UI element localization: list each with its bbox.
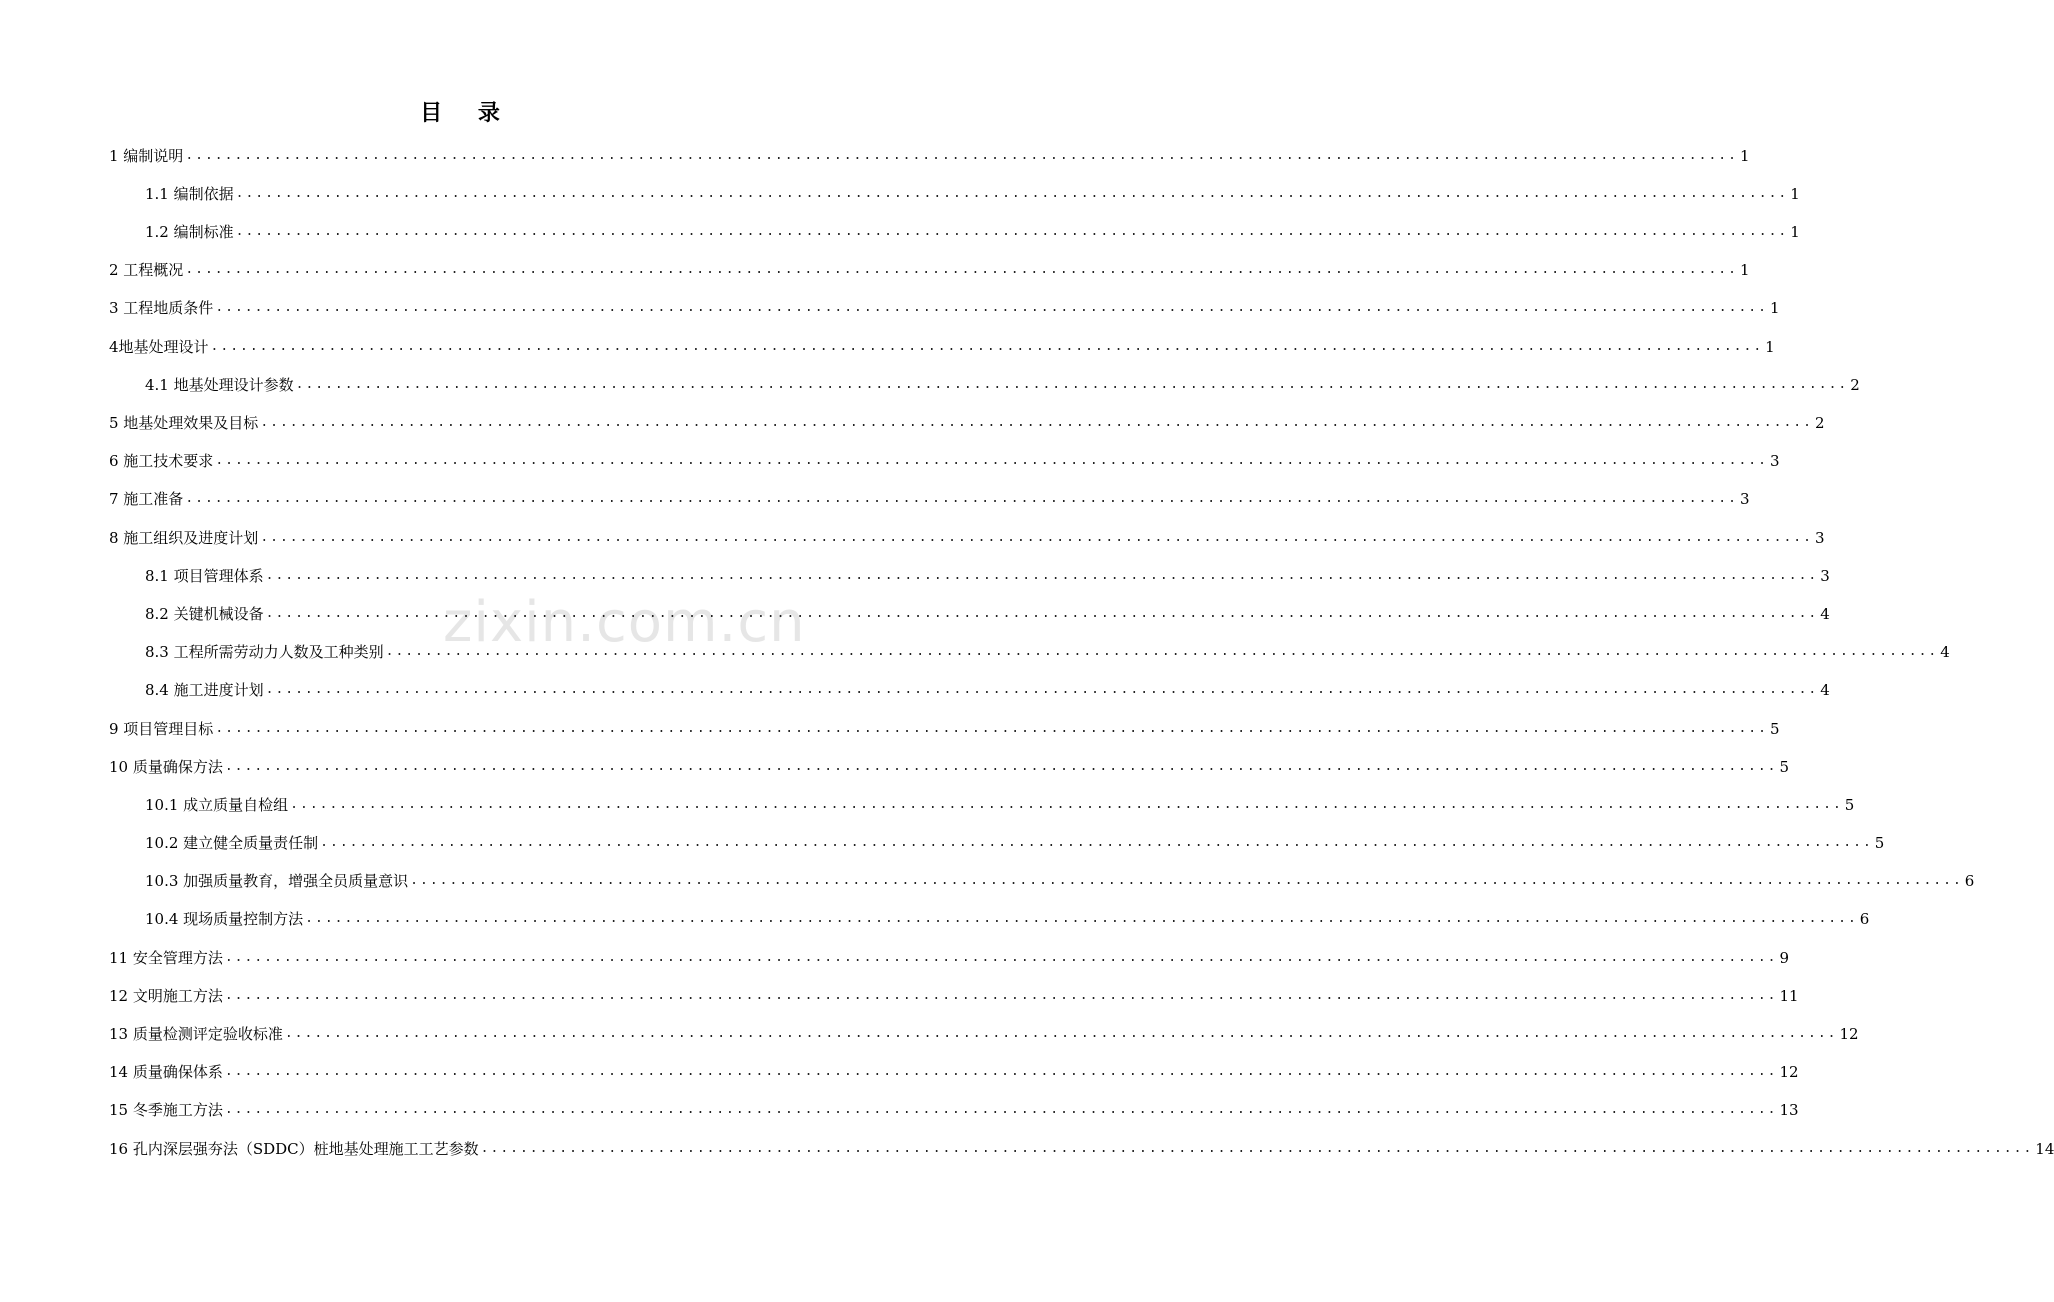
toc-entry[interactable] — [109, 442, 1780, 480]
toc-entry[interactable] — [109, 1015, 1859, 1053]
toc-leader: .............................................................................................................................................................. — [215, 453, 1768, 468]
toc-leader: .............................................................................................................................................................. — [224, 950, 1778, 965]
toc-entry-page: 1 — [1739, 261, 1750, 279]
page-title: 目 录 — [420, 101, 514, 126]
toc-entry-page: 3 — [1814, 529, 1825, 547]
toc-entry-label: 10.3 加强质量教育，增强全员质量意识 — [145, 872, 409, 890]
toc-entry[interactable] — [109, 710, 1780, 748]
toc-leader: .............................................................................................................................................................. — [235, 224, 1789, 239]
toc-leader: .............................................................................................................................................................. — [265, 568, 1819, 583]
toc-entry-label: 1 编制说明 — [109, 147, 184, 165]
toc-entry[interactable] — [145, 175, 1800, 213]
toc-leader: .............................................................................................................................................................. — [290, 797, 1843, 812]
toc-entry-page: 3 — [1820, 567, 1830, 585]
toc-entry-label: 10.4 现场质量控制方法 — [145, 910, 304, 928]
toc-entry[interactable] — [109, 1053, 1799, 1091]
toc-entry-page: 14 — [2035, 1140, 2054, 1158]
toc-entry[interactable] — [109, 289, 1780, 327]
toc-entry-label: 8.1 项目管理体系 — [145, 567, 264, 585]
toc-leader: .............................................................................................................................................................. — [320, 835, 1873, 850]
toc-entry-page: 1 — [1790, 185, 1800, 203]
toc-entry[interactable] — [145, 213, 1800, 251]
toc-entry-label: 9 项目管理目标 — [109, 720, 214, 738]
toc-entry-page: 3 — [1739, 490, 1750, 508]
toc-entry-label: 2 工程概况 — [109, 261, 184, 279]
toc-leader: .............................................................................................................................................................. — [265, 606, 1819, 621]
watermark: zixin.com.cn — [443, 590, 806, 655]
toc-entry-page: 11 — [1779, 987, 1799, 1005]
toc-leader: .............................................................................................................................................................. — [480, 1141, 2034, 1156]
toc-leader: .............................................................................................................................................................. — [210, 339, 1764, 354]
toc-leader: .............................................................................................................................................................. — [224, 1064, 1778, 1079]
toc-entry[interactable] — [145, 557, 1830, 595]
toc-entry-label: 8.4 施工进度计划 — [145, 681, 264, 699]
toc-leader: .............................................................................................................................................................. — [185, 148, 1738, 163]
toc-entry-page: 1 — [1790, 223, 1800, 241]
toc-entry-label: 8 施工组织及进度计划 — [109, 529, 259, 547]
toc-entry-label: 4地基处理设计 — [109, 338, 209, 356]
toc-entry[interactable] — [109, 404, 1825, 442]
toc-leader: .............................................................................................................................................................. — [295, 377, 1849, 392]
toc-entry[interactable] — [109, 251, 1750, 289]
toc-leader: .............................................................................................................................................................. — [224, 988, 1778, 1003]
toc-entry-label: 12 文明施工方法 — [109, 987, 223, 1005]
toc-entry-label: 1.1 编制依据 — [145, 185, 234, 203]
toc-entry-label: 16 孔内深层强夯法（SDDC）桩地基处理施工工艺参数 — [109, 1140, 479, 1158]
toc-leader: .............................................................................................................................................................. — [215, 300, 1768, 315]
toc-entry-page: 12 — [1839, 1025, 1859, 1043]
toc-leader: .............................................................................................................................................................. — [265, 682, 1819, 697]
toc-entry[interactable] — [109, 328, 1775, 366]
toc-leader: .............................................................................................................................................................. — [185, 491, 1738, 506]
toc-entry-page: 5 — [1779, 758, 1790, 776]
toc-leader: .............................................................................................................................................................. — [235, 186, 1789, 201]
toc-entry-page: 4 — [1820, 681, 1830, 699]
toc-entry[interactable] — [109, 480, 1750, 518]
toc-leader: .............................................................................................................................................................. — [224, 759, 1778, 774]
toc-entry[interactable] — [145, 900, 1870, 938]
toc-entry-label: 10.2 建立健全质量责任制 — [145, 834, 319, 852]
toc-entry[interactable] — [145, 786, 1855, 824]
toc-entry-page: 12 — [1779, 1063, 1799, 1081]
toc-leader: .............................................................................................................................................................. — [224, 1102, 1778, 1117]
toc-leader: .............................................................................................................................................................. — [260, 415, 1813, 430]
toc-entry[interactable] — [145, 824, 1885, 862]
toc-leader: .............................................................................................................................................................. — [385, 644, 1939, 659]
toc-entry[interactable] — [145, 671, 1830, 709]
toc-leader: .............................................................................................................................................................. — [215, 721, 1768, 736]
toc-entry-label: 15 冬季施工方法 — [109, 1101, 223, 1119]
toc-entry-page: 6 — [1964, 872, 1975, 890]
toc-leader: .............................................................................................................................................................. — [260, 530, 1813, 545]
toc-entry-label: 13 质量检测评定验收标准 — [109, 1025, 283, 1043]
toc-entry-page: 5 — [1844, 796, 1855, 814]
toc-entry[interactable] — [145, 366, 1860, 404]
toc-entry-label: 4.1 地基处理设计参数 — [145, 376, 294, 394]
toc-entry-label: 14 质量确保体系 — [109, 1063, 223, 1081]
toc-entry-page: 1 — [1769, 299, 1780, 317]
toc-entry-label: 3 工程地质条件 — [109, 299, 214, 317]
toc-entry-page: 4 — [1940, 643, 1950, 661]
toc-entry-label: 8.3 工程所需劳动力人数及工种类别 — [145, 643, 384, 661]
toc-entry-label: 6 施工技术要求 — [109, 452, 214, 470]
toc-entry-page: 6 — [1859, 910, 1870, 928]
toc-entry[interactable] — [109, 748, 1790, 786]
toc-entry-page: 5 — [1874, 834, 1885, 852]
toc-entry-label: 7 施工准备 — [109, 490, 184, 508]
toc-entry-page: 1 — [1765, 338, 1775, 356]
toc-leader: .............................................................................................................................................................. — [284, 1026, 1838, 1041]
toc-entry-page: 13 — [1779, 1101, 1799, 1119]
toc-entry[interactable] — [145, 595, 1830, 633]
toc-entry[interactable] — [109, 977, 1799, 1015]
toc-entry-page: 4 — [1820, 605, 1830, 623]
toc-entry[interactable] — [109, 939, 1790, 977]
toc-entry[interactable] — [109, 1130, 2054, 1168]
toc-entry-label: 1.2 编制标准 — [145, 223, 234, 241]
toc-entry[interactable] — [145, 633, 1950, 671]
toc-leader: .............................................................................................................................................................. — [305, 911, 1858, 926]
toc-entry[interactable] — [109, 519, 1825, 557]
toc-entry-page: 5 — [1769, 720, 1780, 738]
toc-entry-page: 3 — [1769, 452, 1780, 470]
toc-entry-page: 1 — [1739, 147, 1750, 165]
toc-leader: .............................................................................................................................................................. — [410, 873, 1963, 888]
toc-entry-page: 2 — [1814, 414, 1825, 432]
toc-entry[interactable] — [145, 862, 1975, 900]
toc-entry-page: 2 — [1850, 376, 1860, 394]
toc-entry[interactable] — [109, 137, 1750, 175]
toc-entry-label: 5 地基处理效果及目标 — [109, 414, 259, 432]
toc-entry-page: 9 — [1779, 949, 1790, 967]
toc-entry-label: 11 安全管理方法 — [109, 949, 223, 967]
toc-entry-label: 10.1 成立质量自检组 — [145, 796, 289, 814]
toc-leader: .............................................................................................................................................................. — [185, 262, 1738, 277]
toc-entry[interactable] — [109, 1091, 1799, 1129]
toc-entry-label: 8.2 关键机械设备 — [145, 605, 264, 623]
toc-entry-label: 10 质量确保方法 — [109, 758, 223, 776]
